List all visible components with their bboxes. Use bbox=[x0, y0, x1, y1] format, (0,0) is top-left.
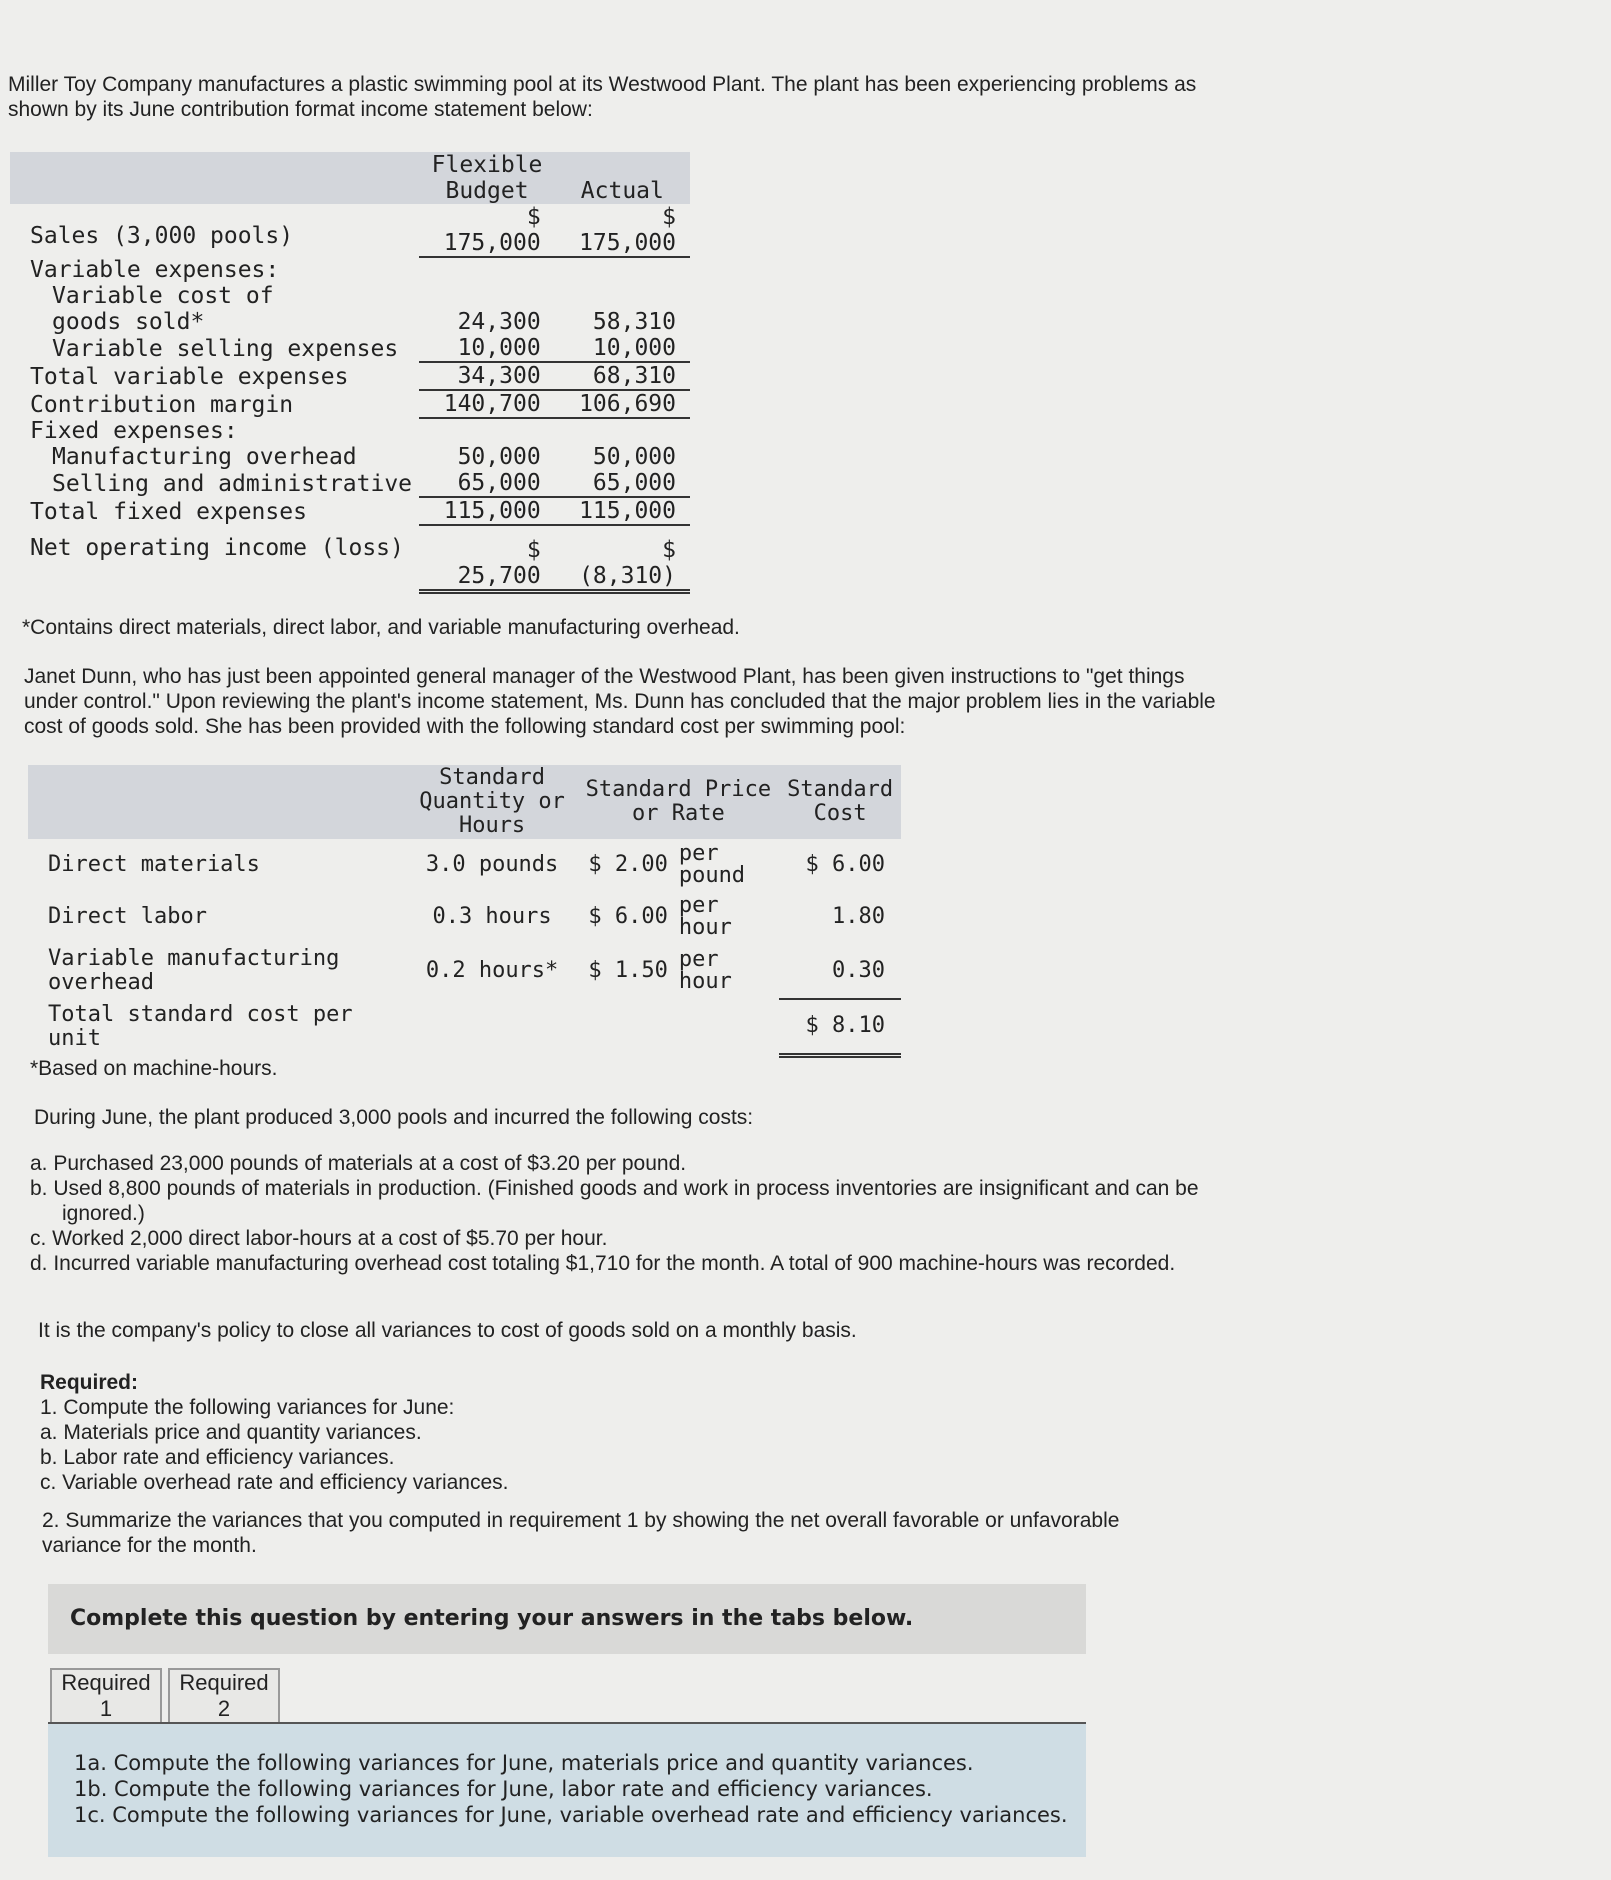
tab-required-2[interactable]: Required 2 bbox=[168, 1668, 280, 1724]
intro-paragraph: Miller Toy Company manufactures a plastic swimming pool at its Westwood Plant. The plant has been experiencing problems as shown by its June contribution format income statement below: bbox=[8, 73, 1197, 121]
sales-row bbox=[10, 204, 690, 257]
unit: per pound bbox=[678, 841, 746, 888]
tfe-row bbox=[10, 497, 690, 525]
cm-row bbox=[10, 390, 690, 418]
required-line: b. Labor rate and efficiency variances. bbox=[40, 1446, 395, 1469]
row-label: Direct materials bbox=[48, 852, 260, 877]
header-cost: Standard Cost bbox=[779, 765, 901, 839]
flexible-header: Flexible bbox=[431, 152, 543, 178]
header-price: Standard Price or Rate bbox=[578, 765, 780, 839]
sc-row-overhead bbox=[28, 943, 901, 999]
actual-value: $ 175,000 bbox=[555, 204, 690, 257]
price: $ 2.00 bbox=[588, 852, 668, 877]
row-label: Variable cost of goods sold* bbox=[52, 283, 274, 335]
actual-value: 58,310 bbox=[592, 309, 676, 335]
cost: $ 6.00 bbox=[805, 852, 885, 877]
variable-expenses-row bbox=[10, 257, 690, 283]
row-label: Selling and administrative bbox=[52, 471, 413, 497]
required-line: 1. Compute the following variances for June: bbox=[40, 1396, 455, 1419]
dunn-paragraph: Janet Dunn, who has just been appointed general manager of the Westwood Plant, has been given instructions to "get things under control." Upon reviewing the plant's income statement, Ms. Dunn has concluded that the major problem lies in the variable cost of goods sold. She has been provided with the following standard cost per swimming pool: bbox=[24, 665, 1216, 738]
header-quantity: Standard Quantity or Hours bbox=[407, 765, 578, 839]
budget-value: $ 175,000 bbox=[419, 204, 554, 257]
actual-value: 10,000 bbox=[555, 335, 690, 362]
unit: per hour bbox=[678, 893, 732, 940]
quantity: 0.2 hours* bbox=[425, 958, 559, 983]
required-block bbox=[40, 1370, 1240, 1495]
vcogs-row bbox=[10, 283, 690, 335]
budget-header: Budget bbox=[445, 178, 529, 204]
list-item: c. Worked 2,000 direct labor-hours at a cost of $5.70 per hour. bbox=[30, 1227, 608, 1250]
footnote-cogs: *Contains direct materials, direct labor, and variable manufacturing overhead. bbox=[22, 616, 740, 639]
row-label: Variable selling expenses bbox=[52, 336, 399, 362]
row-label: Net operating income (loss) bbox=[30, 535, 404, 561]
list-item: d. Incurred variable manufacturing overhead cost totaling $1,710 for the month. A total of 900 machine-hours was recorded. bbox=[30, 1252, 1176, 1275]
actual-value: 106,690 bbox=[555, 390, 690, 418]
policy-text: It is the company's policy to close all variances to cost of goods sold on a monthly basis. bbox=[38, 1319, 857, 1342]
required-title: Required: bbox=[40, 1371, 139, 1394]
actual-value: $ (8,310) bbox=[555, 525, 690, 591]
row-label: Sales (3,000 pools) bbox=[30, 223, 294, 249]
june-items-list bbox=[30, 1151, 1210, 1276]
budget-value: 65,000 bbox=[419, 470, 554, 497]
cost: 1.80 bbox=[832, 904, 885, 929]
budget-value: 34,300 bbox=[419, 362, 554, 390]
row-label: Variable expenses: bbox=[30, 257, 280, 283]
budget-value: $ 25,700 bbox=[419, 525, 554, 591]
row-label: Direct labor bbox=[48, 904, 207, 929]
budget-value: 50,000 bbox=[457, 444, 541, 470]
budget-value: 140,700 bbox=[419, 390, 554, 418]
actual-value: 68,310 bbox=[555, 362, 690, 390]
required-line: a. Materials price and quantity variances. bbox=[40, 1421, 422, 1444]
panel-line: 1c. Compute the following variances for June, variable overhead rate and efficiency variances. bbox=[74, 1803, 1068, 1827]
budget-value: 10,000 bbox=[419, 335, 554, 362]
moh-row bbox=[10, 444, 690, 470]
standard-cost-header bbox=[28, 765, 901, 839]
sga-row bbox=[10, 470, 690, 497]
cost: 0.30 bbox=[779, 943, 901, 999]
row-label: Manufacturing overhead bbox=[52, 444, 357, 470]
sc-row-total bbox=[28, 999, 901, 1055]
panel-line: 1a. Compute the following variances for June, materials price and quantity variances. bbox=[74, 1751, 974, 1775]
actual-header: Actual bbox=[580, 178, 664, 204]
income-statement-table bbox=[10, 152, 690, 594]
income-statement-header bbox=[10, 152, 690, 204]
price: $ 1.50 bbox=[588, 958, 668, 983]
row-label: Fixed expenses: bbox=[30, 418, 238, 444]
standard-cost-table bbox=[28, 765, 901, 1058]
panel-line: 1b. Compute the following variances for June, labor rate and efficiency variances. bbox=[74, 1777, 933, 1801]
row-label: Contribution margin bbox=[30, 392, 294, 418]
budget-value: 24,300 bbox=[457, 309, 541, 335]
tab-required-1[interactable]: Required 1 bbox=[50, 1668, 162, 1724]
price: $ 6.00 bbox=[588, 904, 668, 929]
june-intro: During June, the plant produced 3,000 pools and incurred the following costs: bbox=[34, 1106, 754, 1129]
sc-row-materials bbox=[28, 839, 901, 891]
list-item: a. Purchased 23,000 pounds of materials at a cost of $3.20 per pound. bbox=[30, 1152, 687, 1175]
row-label: Variable manufacturing overhead bbox=[48, 946, 340, 995]
actual-value: 115,000 bbox=[555, 497, 690, 525]
quantity: 3.0 pounds bbox=[425, 852, 559, 877]
row-label: Total fixed expenses bbox=[30, 499, 307, 525]
fixed-expenses-row bbox=[10, 418, 690, 444]
budget-value: 115,000 bbox=[419, 497, 554, 525]
required-2-text: 2. Summarize the variances that you computed in requirement 1 by showing the net overall favorable or unfavorable variance for the month. bbox=[42, 1509, 1120, 1557]
row-label: Total variable expenses bbox=[30, 364, 349, 390]
sc-row-labor bbox=[28, 891, 901, 943]
total-cost: $ 8.10 bbox=[779, 999, 901, 1055]
footnote-machine-hours: *Based on machine-hours. bbox=[30, 1057, 278, 1080]
unit: per hour bbox=[678, 947, 732, 994]
noi-row bbox=[10, 525, 690, 591]
tve-row bbox=[10, 362, 690, 390]
instructions-banner: Complete this question by entering your answers in the tabs below. bbox=[48, 1584, 1086, 1654]
vsell-row bbox=[10, 335, 690, 362]
tab-panel bbox=[48, 1722, 1086, 1857]
list-item: b. Used 8,800 pounds of materials in production. (Finished goods and work in process inventories are insignificant and can be ignored.) bbox=[30, 1177, 1199, 1225]
actual-value: 65,000 bbox=[555, 470, 690, 497]
row-label: Total standard cost per unit bbox=[48, 1002, 353, 1051]
required-line: c. Variable overhead rate and efficiency variances. bbox=[40, 1471, 509, 1494]
actual-value: 50,000 bbox=[592, 444, 676, 470]
quantity: 0.3 hours bbox=[432, 904, 552, 929]
